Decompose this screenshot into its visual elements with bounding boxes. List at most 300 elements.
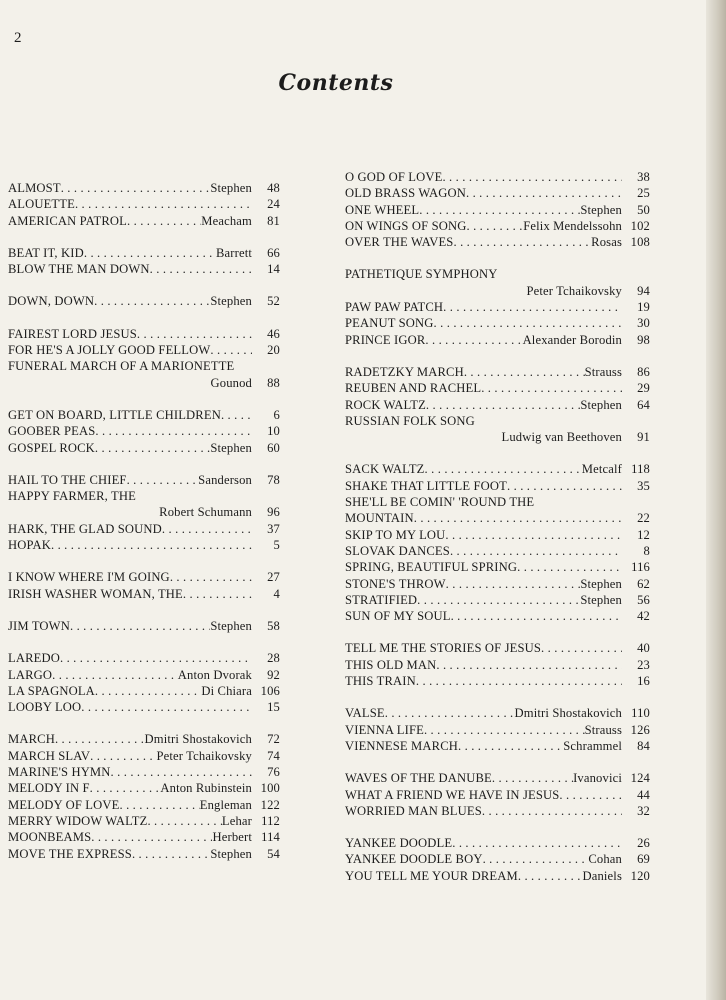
- contents-entry: [345, 608, 650, 624]
- entry-page-number: 66: [267, 245, 280, 260]
- contents-entry: [345, 478, 650, 494]
- dot-leader: [91, 829, 212, 845]
- contents-entry: [8, 537, 280, 553]
- entry-title: SHAKE THAT LITTLE FOOT: [345, 478, 507, 493]
- entry-composer: Robert Schumann: [159, 505, 252, 520]
- entry-page-number: 22: [637, 511, 650, 526]
- contents-entry: [345, 494, 650, 510]
- dot-leader: [417, 592, 580, 608]
- entry-page-number: [252, 358, 280, 374]
- entry-page-number: 76: [267, 765, 280, 780]
- entry-page-number: 69: [637, 852, 650, 867]
- contents-entry: [8, 293, 280, 309]
- contents-entry: [8, 846, 280, 862]
- contents-group: [345, 266, 650, 347]
- entry-page-number: 91: [637, 430, 650, 445]
- entry-page-number: 14: [267, 262, 280, 277]
- entry-page-number: 50: [637, 202, 650, 217]
- contents-entry: [345, 787, 650, 803]
- entry-page-number: 81: [267, 213, 280, 228]
- contents-entry: [8, 342, 280, 358]
- contents-entry: [345, 851, 650, 867]
- entry-page-number: 86: [637, 364, 650, 379]
- contents-entry: [345, 738, 650, 754]
- entry-composer: Stephen: [210, 846, 252, 861]
- page-number: 2: [14, 30, 22, 46]
- entry-title: BEAT IT, KID: [8, 245, 84, 260]
- contents-entry-continuation: [8, 504, 280, 520]
- entry-title: TELL ME THE STORIES OF JESUS: [345, 641, 542, 656]
- entry-title: ROCK WALTZ: [345, 397, 426, 412]
- dot-leader: [443, 299, 622, 315]
- contents-entry: [8, 326, 280, 342]
- entry-composer: Sanderson: [198, 472, 252, 487]
- contents-group: [8, 650, 280, 715]
- dot-leader: [51, 537, 252, 553]
- entry-title: OVER THE WAVES: [345, 235, 454, 250]
- entry-page-number: 84: [637, 738, 650, 753]
- entry-page-number: 23: [637, 657, 650, 672]
- contents-group: [345, 364, 650, 445]
- entry-page-number: 118: [631, 462, 650, 477]
- entry-page-number: 62: [637, 576, 650, 591]
- entry-page-number: 26: [637, 836, 650, 851]
- contents-entry: [8, 586, 280, 602]
- dot-leader: [492, 770, 573, 786]
- entry-title: YANKEE DOODLE: [345, 836, 453, 851]
- contents-entry: [345, 413, 650, 429]
- entry-title: WAVES OF THE DANUBE: [345, 771, 492, 786]
- entry-title: SHE'LL BE COMIN' 'ROUND THE: [345, 495, 535, 510]
- entry-page-number: 122: [260, 797, 280, 812]
- entry-page-number: 126: [630, 722, 650, 737]
- entry-title: VALSE: [345, 706, 385, 721]
- entry-page-number: [622, 413, 650, 429]
- entry-title: OLD BRASS WAGON: [345, 186, 466, 201]
- entry-title: PRINCE IGOR: [345, 332, 426, 347]
- dot-leader: [210, 342, 252, 358]
- entry-composer: Dmitri Shostakovich: [514, 706, 622, 721]
- dot-leader: [132, 846, 210, 862]
- contents-entry: [8, 699, 280, 715]
- dot-leader: [507, 478, 622, 494]
- entry-page-number: 106: [260, 683, 280, 698]
- entry-title: HARK, THE GLAD SOUND: [8, 521, 162, 536]
- contents-entry: [345, 705, 650, 721]
- page-title: Contents: [278, 70, 394, 96]
- dot-leader: [137, 326, 252, 342]
- contents-group: [8, 180, 280, 229]
- entry-title: REUBEN AND RACHEL: [345, 381, 482, 396]
- entry-page-number: 40: [637, 641, 650, 656]
- dot-leader: [234, 358, 252, 374]
- contents-entry: [345, 169, 650, 185]
- entry-composer: Metcalf: [581, 462, 622, 477]
- dot-leader: [425, 332, 522, 348]
- contents-entry: [345, 364, 650, 380]
- entry-composer: Di Chiara: [201, 683, 252, 698]
- dot-leader: [445, 527, 622, 543]
- entry-title: DOWN, DOWN: [8, 294, 95, 309]
- entry-title: PATHETIQUE SYMPHONY: [345, 267, 498, 282]
- entry-composer: Engleman: [199, 797, 252, 812]
- contents-entry: [345, 803, 650, 819]
- contents-left-column: [8, 180, 280, 878]
- entry-page-number: [622, 266, 650, 282]
- contents-entry-continuation: [8, 375, 280, 391]
- contents-entry: [345, 673, 650, 689]
- contents-entry: [8, 261, 280, 277]
- contents-entry: [345, 202, 650, 218]
- contents-entry: [345, 299, 650, 315]
- dot-leader: [90, 748, 156, 764]
- entry-composer: Peter Tchaikovsky: [156, 748, 252, 763]
- entry-title: SUN OF MY SOUL: [345, 609, 451, 624]
- entry-page-number: 10: [267, 424, 280, 439]
- entry-page-number: 20: [267, 343, 280, 358]
- contents-entry: [8, 245, 280, 261]
- entry-page-number: 25: [637, 186, 650, 201]
- entry-composer: Rosas: [591, 235, 622, 250]
- dot-leader: [95, 423, 252, 439]
- entry-page-number: 60: [267, 440, 280, 455]
- entry-page-number: 108: [630, 235, 650, 250]
- contents-entry: [345, 640, 650, 656]
- contents-entry: [8, 780, 280, 796]
- entry-title: LA SPAGNOLA: [8, 683, 95, 698]
- entry-composer: Ludwig van Beethoven: [501, 430, 622, 445]
- entry-page-number: 116: [631, 560, 650, 575]
- entry-title: RADETZKY MARCH: [345, 364, 464, 379]
- dot-leader: [451, 608, 622, 624]
- contents-group: [8, 245, 280, 278]
- entry-composer: Stephen: [210, 440, 252, 455]
- dot-leader: [170, 569, 252, 585]
- contents-entry: [8, 731, 280, 747]
- contents-entry: [8, 440, 280, 456]
- entry-page-number: 100: [260, 781, 280, 796]
- contents-entry: [345, 332, 650, 348]
- dot-leader: [541, 640, 622, 656]
- entry-title: LOOBY LOO: [8, 700, 82, 715]
- contents-group: [345, 169, 650, 250]
- entry-title: ALMOST: [8, 181, 61, 195]
- contents-entry: [345, 657, 650, 673]
- dot-leader: [61, 180, 211, 196]
- entry-composer: Herbert: [212, 830, 252, 845]
- contents-entry: [345, 527, 650, 543]
- entry-title: STRATIFIED: [345, 592, 418, 607]
- contents-entry: [345, 592, 650, 608]
- contents-group: [345, 705, 650, 754]
- entry-page-number: 52: [267, 294, 280, 309]
- contents-entry: [8, 829, 280, 845]
- entry-page-number: 29: [637, 381, 650, 396]
- entry-title: STONE'S THROW: [345, 576, 446, 591]
- entry-title: YOU TELL ME YOUR DREAM: [345, 868, 518, 883]
- entry-page-number: 74: [267, 748, 280, 763]
- dot-leader: [95, 440, 210, 456]
- entry-title: I KNOW WHERE I'M GOING: [8, 570, 170, 585]
- entry-page-number: 46: [267, 326, 280, 341]
- entry-composer: Peter Tchaikovsky: [526, 283, 622, 298]
- contents-entry: [8, 521, 280, 537]
- dot-leader: [453, 234, 591, 250]
- entry-title: THIS OLD MAN: [345, 657, 437, 672]
- entry-page-number: 78: [267, 472, 280, 487]
- dot-leader: [119, 797, 199, 813]
- contents-entry: [345, 559, 650, 575]
- contents-entry: [345, 868, 650, 884]
- entry-title: SPRING, BEAUTIFUL SPRING: [345, 560, 518, 575]
- entry-title: ONE WHEEL: [345, 202, 420, 217]
- contents-group: [8, 293, 280, 309]
- entry-page-number: 64: [637, 397, 650, 412]
- dot-leader: [127, 213, 201, 229]
- entry-page-number: 42: [637, 609, 650, 624]
- entry-title: SACK WALTZ: [345, 462, 425, 477]
- dot-leader: [483, 851, 589, 867]
- entry-composer: Gounod: [210, 375, 252, 390]
- dot-leader: [424, 722, 585, 738]
- contents-entry: [8, 407, 280, 423]
- entry-composer: Stephen: [580, 576, 622, 591]
- entry-title: PAW PAW PATCH: [345, 300, 444, 315]
- dot-leader: [458, 738, 563, 754]
- entry-page-number: [252, 488, 280, 504]
- entry-title: HOPAK: [8, 538, 51, 553]
- entry-page-number: 27: [267, 570, 280, 585]
- entry-composer: Stephen: [210, 294, 252, 309]
- dot-leader: [475, 413, 622, 429]
- entry-page-number: 56: [637, 592, 650, 607]
- entry-title: YANKEE DOODLE BOY: [345, 852, 483, 867]
- entry-composer: Stephen: [210, 181, 252, 195]
- contents-entry: [8, 180, 280, 196]
- contents-entry: [345, 380, 650, 396]
- entry-title: BLOW THE MAN DOWN: [8, 262, 150, 277]
- entry-page-number: 124: [630, 771, 650, 786]
- entry-composer: Ivanovici: [573, 771, 622, 786]
- dot-leader: [426, 397, 580, 413]
- contents-group: [8, 472, 280, 553]
- contents-entry: [345, 218, 650, 234]
- entry-title: HAIL TO THE CHIEF: [8, 472, 127, 487]
- contents-entry: [345, 397, 650, 413]
- dot-leader: [518, 868, 583, 884]
- entry-composer: Meacham: [201, 213, 252, 228]
- dot-leader: [442, 169, 622, 185]
- dot-leader: [127, 472, 199, 488]
- dot-leader: [517, 559, 622, 575]
- dot-leader: [482, 803, 622, 819]
- contents-entry: [8, 196, 280, 212]
- entry-page-number: 38: [637, 170, 650, 184]
- contents-right-column: [345, 169, 650, 900]
- entry-page-number: 96: [267, 505, 280, 520]
- contents-entry: [8, 423, 280, 439]
- entry-page-number: 48: [267, 181, 280, 195]
- entry-page-number: 4: [273, 586, 280, 601]
- contents-entry: [345, 770, 650, 786]
- dot-leader: [111, 764, 252, 780]
- entry-composer: Strauss: [584, 364, 622, 379]
- entry-composer: Stephen: [580, 202, 622, 217]
- entry-title: MARCH SLAV: [8, 748, 91, 763]
- contents-entry: [345, 234, 650, 250]
- entry-title: ON WINGS OF SONG: [345, 218, 467, 233]
- entry-composer: Schrammel: [563, 738, 622, 753]
- contents-entry: [345, 543, 650, 559]
- contents-group: [8, 731, 280, 861]
- dot-leader: [70, 618, 210, 634]
- dot-leader: [95, 683, 201, 699]
- entry-page-number: 114: [261, 830, 280, 845]
- entry-page-number: 102: [630, 218, 650, 233]
- entry-page-number: 44: [637, 787, 650, 802]
- contents-entry: [345, 835, 650, 851]
- entry-title: VIENNESE MARCH: [345, 738, 458, 753]
- page-edge: [706, 0, 726, 1000]
- entry-page-number: 110: [631, 706, 650, 721]
- entry-title: JIM TOWN: [8, 618, 70, 633]
- entry-composer: Strauss: [584, 722, 622, 737]
- entry-page-number: 58: [267, 618, 280, 633]
- entry-page-number: 32: [637, 803, 650, 818]
- entry-title: LAREDO: [8, 651, 60, 666]
- contents-entry: [8, 667, 280, 683]
- entry-title: MELODY IN F: [8, 781, 90, 796]
- entry-title: GOSPEL ROCK: [8, 440, 95, 455]
- entry-title: VIENNA LIFE: [345, 722, 424, 737]
- contents-entry-continuation: [345, 429, 650, 445]
- entry-title: MOUNTAIN: [345, 511, 414, 526]
- entry-title: MOONBEAMS: [8, 830, 92, 845]
- dot-leader: [150, 261, 252, 277]
- contents-entry: [8, 650, 280, 666]
- contents-group: [8, 326, 280, 391]
- entry-page-number: [622, 494, 650, 510]
- dot-leader: [434, 315, 622, 331]
- contents-entry: [8, 618, 280, 634]
- contents-group: [8, 407, 280, 456]
- contents-group: [345, 640, 650, 689]
- entry-composer: Stephen: [580, 397, 622, 412]
- contents-entry: [8, 683, 280, 699]
- dot-leader: [52, 667, 178, 683]
- dot-leader: [452, 835, 622, 851]
- dot-leader: [436, 657, 622, 673]
- entry-title: FAIREST LORD JESUS: [8, 326, 137, 341]
- entry-page-number: 24: [267, 197, 280, 212]
- entry-page-number: 28: [267, 651, 280, 666]
- entry-title: IRISH WASHER WOMAN, THE: [8, 586, 183, 601]
- dot-leader: [221, 407, 252, 423]
- entry-composer: Anton Dvorak: [177, 667, 252, 682]
- entry-composer: Anton Rubinstein: [160, 781, 252, 796]
- entry-title: THIS TRAIN: [345, 674, 416, 689]
- entry-title: O GOD OF LOVE: [345, 170, 443, 184]
- entry-page-number: 112: [261, 813, 280, 828]
- dot-leader: [136, 488, 252, 504]
- dot-leader: [446, 576, 581, 592]
- dot-leader: [425, 461, 582, 477]
- entry-page-number: 30: [637, 316, 650, 331]
- entry-title: PEANUT SONG: [345, 316, 434, 331]
- entry-title: MOVE THE EXPRESS: [8, 846, 132, 861]
- entry-composer: Dmitri Shostakovich: [144, 732, 252, 747]
- entry-page-number: 16: [637, 674, 650, 689]
- dot-leader: [385, 705, 515, 721]
- entry-title: GOOBER PEAS: [8, 424, 96, 439]
- contents-entry: [8, 748, 280, 764]
- dot-leader: [559, 787, 622, 803]
- entry-title: WHAT A FRIEND WE HAVE IN JESUS: [345, 787, 560, 802]
- entry-page-number: 5: [273, 538, 280, 553]
- contents-entry: [345, 576, 650, 592]
- entry-title: GET ON BOARD, LITTLE CHILDREN: [8, 407, 221, 422]
- entry-page-number: 88: [267, 375, 280, 390]
- contents-entry: [345, 266, 650, 282]
- dot-leader: [162, 521, 252, 537]
- dot-leader: [464, 364, 585, 380]
- entry-title: SKIP TO MY LOU: [345, 527, 446, 542]
- entry-page-number: 35: [637, 478, 650, 493]
- dot-leader: [466, 185, 622, 201]
- entry-title: HAPPY FARMER, THE: [8, 489, 136, 504]
- dot-leader: [81, 699, 252, 715]
- entry-composer: Felix Mendelssohn: [523, 218, 622, 233]
- entry-page-number: 120: [630, 868, 650, 883]
- contents-entry: [8, 488, 280, 504]
- contents-entry: [8, 569, 280, 585]
- entry-title: WORRIED MAN BLUES: [345, 803, 482, 818]
- entry-page-number: 92: [267, 667, 280, 682]
- dot-leader: [497, 266, 622, 282]
- entry-page-number: 72: [267, 732, 280, 747]
- contents-entry: [345, 315, 650, 331]
- entry-composer: Stephen: [580, 592, 622, 607]
- contents-entry: [8, 764, 280, 780]
- contents-group: [345, 835, 650, 884]
- contents-group: [8, 618, 280, 634]
- entry-page-number: 19: [637, 300, 650, 315]
- entry-page-number: 8: [643, 543, 650, 558]
- entry-title: SLOVAK DANCES: [345, 543, 450, 558]
- entry-composer: Daniels: [582, 868, 622, 883]
- entry-composer: Cohan: [588, 852, 622, 867]
- dot-leader: [90, 780, 161, 796]
- entry-composer: Lehar: [221, 813, 252, 828]
- contents-group: [345, 461, 650, 624]
- entry-title: ALOUETTE: [8, 197, 75, 212]
- dot-leader: [55, 731, 145, 747]
- dot-leader: [466, 218, 523, 234]
- entry-composer: Barrett: [215, 245, 252, 260]
- dot-leader: [84, 245, 216, 261]
- dot-leader: [147, 813, 221, 829]
- dot-leader: [419, 202, 580, 218]
- contents-entry: [345, 510, 650, 526]
- entry-title: AMERICAN PATROL: [8, 213, 127, 228]
- entry-title: MERRY WIDOW WALTZ: [8, 813, 148, 828]
- entry-composer: Stephen: [210, 618, 252, 633]
- entry-title: LARGO: [8, 667, 53, 682]
- contents-entry: [8, 213, 280, 229]
- entry-page-number: 12: [637, 527, 650, 542]
- entry-title: FUNERAL MARCH OF A MARIONETTE: [8, 359, 235, 374]
- dot-leader: [75, 196, 252, 212]
